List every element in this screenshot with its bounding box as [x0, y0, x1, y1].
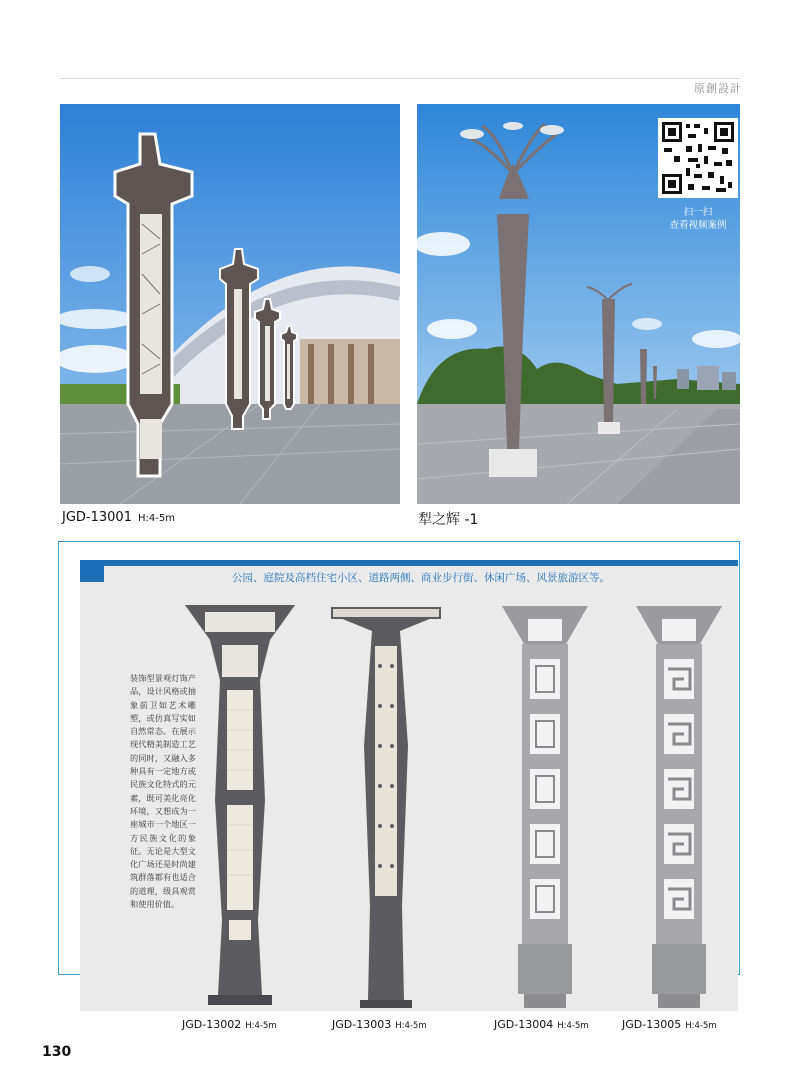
- photo-jgd-13001: [60, 104, 400, 504]
- qr-caption-line1: 扫一扫: [683, 207, 713, 218]
- caption-height: H:4-5m: [685, 1021, 717, 1031]
- panel-accent-tab: [80, 566, 104, 582]
- caption-jgd-13002: [182, 1018, 277, 1031]
- caption-model: JGD-13004: [494, 1018, 554, 1031]
- page-number: 130: [42, 1044, 72, 1060]
- caption-model: JGD-13002: [182, 1018, 242, 1031]
- section-title: 原創設計: [694, 82, 742, 95]
- caption-jgd-13005: [622, 1018, 717, 1031]
- caption-model: JGD-13005: [622, 1018, 682, 1031]
- caption-height: H:4-5m: [245, 1021, 277, 1031]
- caption-model: JGD-13003: [332, 1018, 392, 1031]
- caption-jgd-13003: [332, 1018, 427, 1031]
- caption-height: H:4-5m: [395, 1021, 427, 1031]
- caption-lizhihui: 犁之辉 -1: [418, 512, 479, 528]
- qr-caption-line2: 查看视频案例: [669, 220, 727, 231]
- description-text: 装饰型景观灯饰产品，设计风格或抽象前卫如艺术雕塑，或仿真写实如自然常态。在展示现代精美制造工艺的同时，又融入多种具有一定地方或民族文化特式的元素，既可美化亮化环境，又想成为一座城市一个地区一方民族文化的象征。无论是大型文化广场还是时尚建筑群落都有也适合的道理，级具观赏和使用价值。: [130, 673, 196, 910]
- caption-jgd-13001: [62, 510, 175, 525]
- caption-jgd-13004: [494, 1018, 589, 1031]
- caption-model: JGD-13001: [62, 510, 132, 525]
- qr-caption: [656, 206, 740, 232]
- lamp-jgd-13004: [500, 604, 590, 1012]
- caption-height: H:4-5m: [137, 513, 175, 524]
- lamp-jgd-13003: [330, 606, 442, 1010]
- lamp-jgd-13002: [180, 600, 300, 1010]
- qr-code[interactable]: [658, 118, 738, 198]
- lamp-jgd-13005: [634, 604, 724, 1012]
- header-rule: [60, 78, 740, 79]
- panel-accent-bar: [80, 560, 738, 566]
- caption-height: H:4-5m: [557, 1021, 589, 1031]
- usage-text: 公园、庭院及高档住宅小区、道路两侧、商业步行街、休闲广场、风景旅游区等。: [232, 572, 610, 584]
